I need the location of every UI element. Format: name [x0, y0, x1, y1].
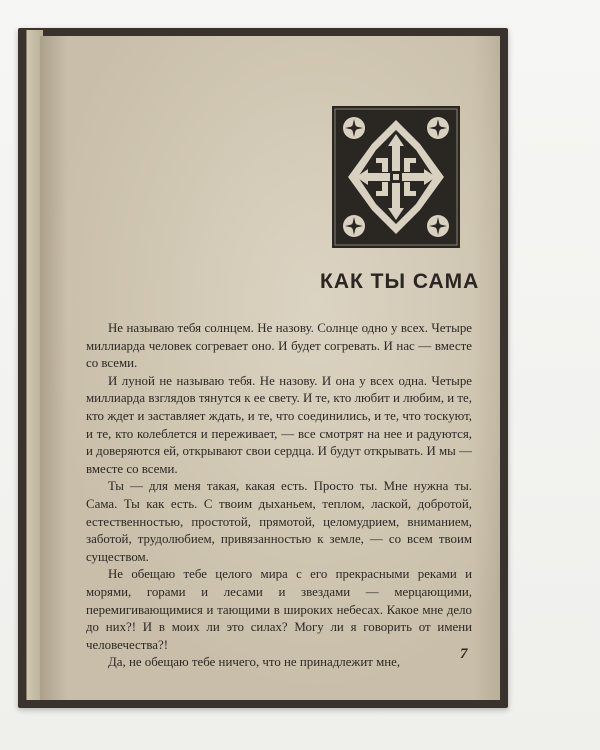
page-number: 7 — [460, 646, 468, 662]
chapter-title: КАК ТЫ САМА — [320, 270, 480, 293]
paragraph: И луной не называю тебя. Не назову. И она у всех одна. Четыре миллиарда взглядов тянутся к ее свету. И те, кто любит и любим, и те, кто ждет и заставляет ждать, и те, что соединились, и те, что тоскуют, и те, кто колеблется и переживает, — все смотрят на нее и радуются, и доверяются ей, открывают свои сердца. И будут открывать. И мы — вместе со всеми. — [86, 373, 472, 476]
paragraph: Ты — для меня такая, какая есть. Просто ты. Мне нужна ты. Сама. Ты как есть. С твоим дыханьем, теплом, лаской, добротой, естественностью, простотой, прямотой, целомудрием, вниманием, заботой, трудолюбием, привязанностью к земле, — со всем твоим существом. — [86, 479, 472, 564]
paragraph: Не называю тебя солнцем. Не назову. Солнце одно у всех. Четыре миллиарда человек согревает оно. И будет согревать. И нас — вместе со всеми. — [86, 321, 472, 371]
body-text — [86, 320, 472, 672]
ornamental-square-icon — [332, 106, 460, 248]
paragraph: Да, не обещаю тебе ничего, что не принадлежит мне, — [108, 655, 401, 670]
paragraph: Не обещаю тебе целого мира с его прекрасными реками и морями, горами и лесами и звездами — мерцающими, перемигивающимися и тающими в широких небесах. Какое мне дело до них?! И в моих ли это силах? Могу ли я говорить от имени человечества?! — [86, 567, 472, 652]
